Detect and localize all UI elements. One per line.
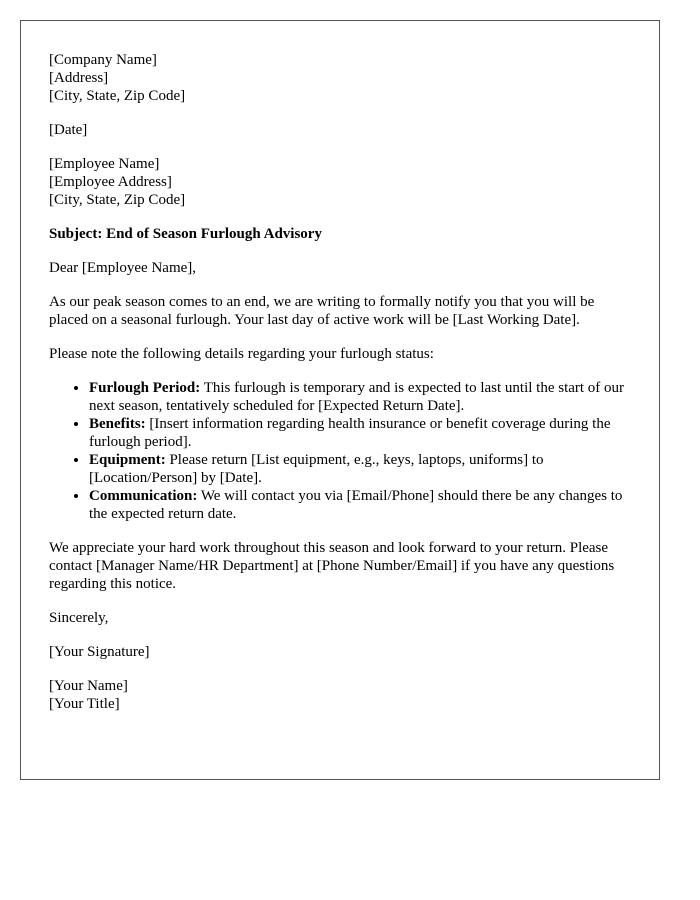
details-intro: Please note the following details regarding your furlough status: xyxy=(49,346,434,362)
signature-placeholder: [Your Signature] xyxy=(49,644,150,660)
subject-line: Subject: End of Season Furlough Advisory xyxy=(49,226,322,242)
details-item-text: We will contact you via [Email/Phone] should there be any changes to the expected return date. xyxy=(89,488,623,522)
sender-address: [Address] xyxy=(49,70,109,86)
sender-city-state-zip: [City, State, Zip Code] xyxy=(49,88,186,104)
recipient-city-state-zip: [City, State, Zip Code] xyxy=(49,192,186,208)
sender-address-block xyxy=(49,51,631,105)
intro-paragraph: As our peak season comes to an end, we are writing to formally notify you that you will be placed on a seasonal furlough. Your last day of active work will be [Last Working Date]. xyxy=(49,294,595,328)
details-item-label: Communication: xyxy=(89,488,198,504)
recipient-address: [Employee Address] xyxy=(49,174,172,190)
salutation: Dear [Employee Name], xyxy=(49,260,197,276)
details-item-label: Benefits: xyxy=(89,416,146,432)
signer-title: [Your Title] xyxy=(49,696,120,712)
sign-off: Sincerely, xyxy=(49,610,109,626)
sender-company: [Company Name] xyxy=(49,52,157,68)
details-item-text: This furlough is temporary and is expected to last until the start of our next season, tentatively scheduled for [Expected Return Date]. xyxy=(89,380,625,414)
recipient-name: [Employee Name] xyxy=(49,156,160,172)
details-item-furlough-period xyxy=(89,379,631,415)
details-item-label: Furlough Period: xyxy=(89,380,201,396)
closing-paragraph: We appreciate your hard work throughout this season and look forward to your return. Please contact [Manager Name/HR Department] at [Phone Number/Email] if you have any questions regarding this notice. xyxy=(49,540,615,592)
details-item-benefits xyxy=(89,415,631,451)
signer-block xyxy=(49,677,631,713)
signer-name: [Your Name] xyxy=(49,678,128,694)
letter-page xyxy=(20,20,660,780)
details-item-equipment xyxy=(89,451,631,487)
letter-date: [Date] xyxy=(49,122,88,138)
details-item-label: Equipment: xyxy=(89,452,166,468)
details-item-text: Please return [List equipment, e.g., keys, laptops, uniforms] to [Location/Person] by [Date]. xyxy=(89,452,544,486)
recipient-address-block xyxy=(49,155,631,209)
details-item-communication xyxy=(89,487,631,523)
details-item-text: [Insert information regarding health insurance or benefit coverage during the furlough period]. xyxy=(89,416,611,450)
details-list xyxy=(49,379,631,523)
